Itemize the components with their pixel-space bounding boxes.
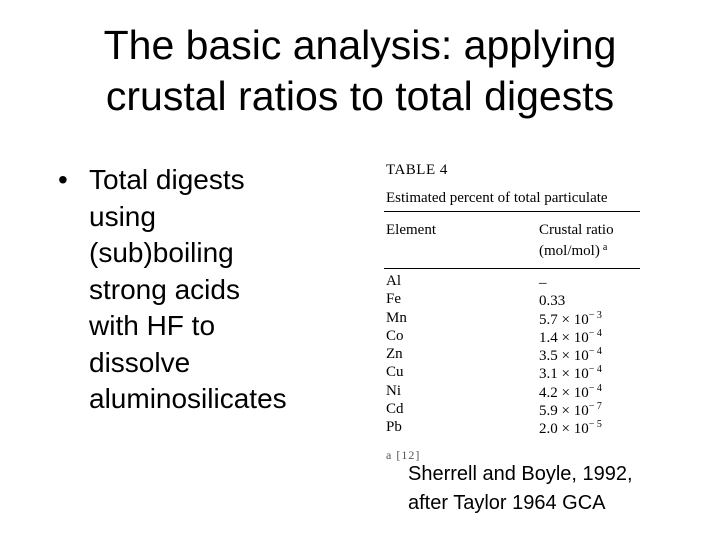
table-row xyxy=(384,273,640,291)
ratio-exponent: − 4 xyxy=(588,364,602,376)
table-subtitle: Estimated percent of total particulate xyxy=(386,190,608,206)
table-rule-header xyxy=(384,268,640,269)
ratio-cell xyxy=(539,383,602,402)
ratio-cell xyxy=(539,328,602,347)
ratio-exponent: − 4 xyxy=(588,346,602,358)
ratio-exponent: − 3 xyxy=(588,309,602,321)
element-cell: Ni xyxy=(386,382,401,399)
element-cell: Cd xyxy=(386,401,404,418)
element-cell: Al xyxy=(386,273,401,289)
element-cell: Mn xyxy=(386,309,407,326)
bullet-text: Total digests using (sub)boiling strong acids with HF to dissolve aluminosilicates xyxy=(89,164,287,414)
table-row xyxy=(384,310,640,328)
ratio-mantissa: 3.5 × 10 xyxy=(539,348,589,365)
ratio-mantissa: 1.4 × 10 xyxy=(539,329,589,346)
table-row xyxy=(384,401,640,419)
ratio-exponent: − 5 xyxy=(588,419,602,431)
column-header-ratio-label: Crustal ratio (mol/mol) xyxy=(539,222,614,259)
ratio-mantissa: 5.9 × 10 xyxy=(539,403,589,420)
table-row xyxy=(384,328,640,346)
ratio-exponent: − 4 xyxy=(588,382,602,394)
bullet-marker: • xyxy=(58,164,68,195)
table-cut-footnote: a [12] xyxy=(386,448,421,462)
element-cell: Fe xyxy=(386,291,401,308)
table-row xyxy=(384,383,640,401)
citation-text: Sherrell and Boyle, 1992, after Taylor 1964 GCA xyxy=(408,463,633,514)
element-cell: Co xyxy=(386,327,404,344)
column-header-element: Element xyxy=(386,222,436,238)
slide-title xyxy=(40,20,680,123)
ratio-cell xyxy=(539,273,547,292)
ratio-mantissa: 4.2 × 10 xyxy=(539,384,589,401)
table-rule-top xyxy=(384,211,640,212)
table-row xyxy=(384,419,640,437)
ratio-exponent: − 4 xyxy=(588,327,602,339)
table-body xyxy=(384,273,640,438)
table-row xyxy=(384,291,640,309)
slide-title-line-2: crustal ratios to total digests xyxy=(105,73,615,120)
table-caption: TABLE 4 xyxy=(386,162,448,178)
ratio-cell xyxy=(539,401,602,420)
table-scan xyxy=(384,162,640,462)
ratio-cell xyxy=(539,346,602,365)
column-header-footnote: a xyxy=(602,242,608,253)
element-cell: Cu xyxy=(386,364,404,381)
ratio-mantissa: 5.7 × 10 xyxy=(539,311,589,328)
ratio-mantissa: 2.0 × 10 xyxy=(539,421,589,438)
ratio-cell xyxy=(539,291,565,310)
slide-title-line-1: The basic analysis: applying xyxy=(103,22,617,68)
ratio-mantissa: 0.33 xyxy=(539,293,566,310)
table-row xyxy=(384,364,640,382)
ratio-cell xyxy=(539,310,602,329)
ratio-mantissa: 3.1 × 10 xyxy=(539,366,589,383)
ratio-exponent: − 7 xyxy=(588,401,602,413)
ratio-cell xyxy=(539,419,602,438)
element-cell: Zn xyxy=(386,346,403,363)
table-row xyxy=(384,346,640,364)
ratio-mantissa: – xyxy=(539,275,547,291)
ratio-cell xyxy=(539,364,602,383)
column-header-ratio xyxy=(539,221,614,260)
element-cell: Pb xyxy=(386,419,402,436)
